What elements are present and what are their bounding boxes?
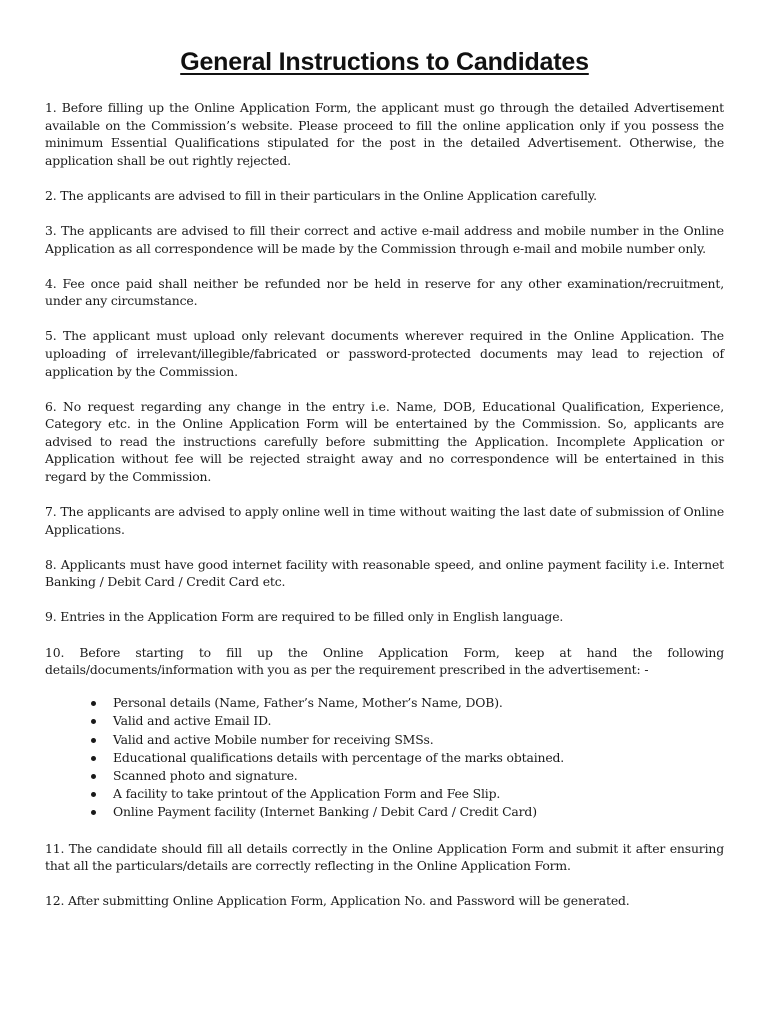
bullet-icon [91,792,96,797]
instruction-9: 9. Entries in the Application Form are required to be filled only in English language. [45,609,564,625]
instruction-2: 2. The applicants are advised to fill in their particulars in the Online Application carefully. [45,187,597,203]
instruction-6: 6. No request regarding any change in the entry i.e. Name, DOB, Educational Qualification, Experience, Category etc. in the Online Application Form will be entertained by the Commission. So, applicants are advised to read the instructions carefully before submitting the Application. Incomplete Application or Application without fee will be rejected straight away and no correspondence will be entertained in this regard by the Commission. [45,398,724,484]
list-item-text: Scanned photo and signature. [113,768,298,784]
instruction-7: 7. The applicants are advised to apply online well in time without waiting the last date of submission of Online Applications. [45,504,724,537]
instruction-10: 10. Before starting to fill up the Online Application Form, keep at hand the following details/documents/information with you as per the requirement prescribed in the advertisement: - [45,644,724,678]
list-item [91,749,724,767]
list-item [91,785,724,803]
instruction-4: 4. Fee once paid shall neither be refunded nor be held in reserve for any other examination/recruitment, under any circumstance. [45,275,724,309]
bullet-icon [91,738,96,743]
list-item [91,731,724,749]
list-item-text: Educational qualifications details with percentage of the marks obtained. [113,749,565,765]
bullet-icon [91,756,96,761]
list-item-text: Valid and active Mobile number for receiving SMSs. [113,731,434,747]
instruction-1: 1. Before filling up the Online Application Form, the applicant must go through the detailed Advertisement available on the Commission’s website. Please proceed to fill the online application only if you possess the minimum Essential Qualifications stipulated for the post in the detailed Advertisement. Otherwise, the application shall be out rightly rejected. [45,100,724,168]
document-title: General Instructions to Candidates [180,48,589,76]
instruction-12: 12. After submitting Online Application Form, Application No. and Password will be generated. [45,893,630,909]
instruction-3: 3. The applicants are advised to fill their correct and active e-mail address and mobile number in the Online Application as all correspondence will be made by the Commission through e-mail and mobile number only. [45,222,724,256]
list-item-text: Personal details (Name, Father’s Name, Mother’s Name, DOB). [113,695,503,711]
bullet-icon [91,701,96,706]
list-item-text: A facility to take printout of the Application Form and Fee Slip. [113,786,501,802]
list-item [91,712,724,730]
instruction-11: 11. The candidate should fill all details correctly in the Online Application Form and submit it after ensuring that all the particulars/details are correctly reflecting in the Online Application Form. [45,840,724,874]
required-items-list [45,694,724,821]
document-page [45,48,724,927]
list-item [91,803,724,821]
bullet-icon [91,810,96,815]
bullet-icon [91,719,96,724]
instruction-5: 5. The applicant must upload only relevant documents wherever required in the Online Application. The uploading of irrelevant/illegible/fabricated or password-protected documents may lead to rejection of application by the Commission. [45,328,724,379]
list-item-text: Valid and active Email ID. [113,713,272,729]
list-item-text: Online Payment facility (Internet Banking / Debit Card / Credit Card) [113,804,537,820]
bullet-icon [91,774,96,779]
list-item [91,694,724,712]
instruction-8: 8. Applicants must have good internet facility with reasonable speed, and online payment facility i.e. Internet Banking / Debit Card / Credit Card etc. [45,556,724,590]
list-item [91,767,724,785]
